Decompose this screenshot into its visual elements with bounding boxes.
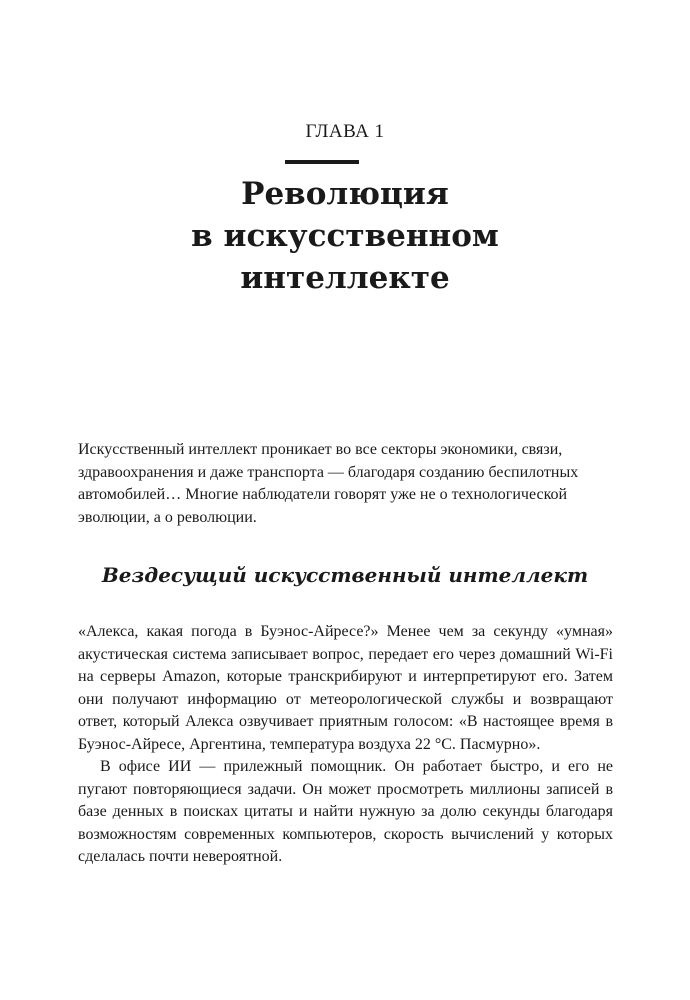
chapter-intro: Искусственный интеллект проникает во все секторы экономики, связи, здравоохранения и даже транспорта — благодаря созданию беспилотных автомобилей… Многие наблюдатели говорят уже не о технологической эволюции, а о революции. bbox=[78, 441, 579, 526]
body-paragraph: «Алекса, какая погода в Буэнос-Айресе?» Менее чем за секунду «умная» акустическая система записывает вопрос, передает его через домашний Wi-Fi на серверы Amazon, которые транскрибируют и интерпретируют его. Затем они получают информацию от метеорологической службы и возвращают ответ, который Алекса озвучивает приятным голосом: «В настоящее время в Буэнос-Айресе, Аргентина, температура воздуха 22 °С. Пасмурно». bbox=[78, 623, 613, 753]
chapter-label: ГЛАВА 1 bbox=[305, 121, 385, 142]
chapter-title-line: в искусственном bbox=[191, 218, 499, 254]
section-heading: Вездесущий искусственный интеллект bbox=[101, 563, 589, 587]
section-body bbox=[78, 621, 613, 869]
body-paragraph: В офисе ИИ — прилежный помощник. Он работает быстро, и его не пугают повторяющиеся задачи. Он может просмотреть миллионы записей в базе денных в поисках цитаты и найти нужную за долю секунды благодаря возможностям современных компьютеров, скорость вычислений у которых сделалась почти невероятной. bbox=[78, 758, 613, 865]
chapter-title-line: интеллекте bbox=[240, 260, 450, 296]
chapter-title bbox=[0, 173, 690, 299]
chapter-title-line: Революция bbox=[241, 176, 449, 212]
chapter-divider bbox=[285, 160, 359, 164]
